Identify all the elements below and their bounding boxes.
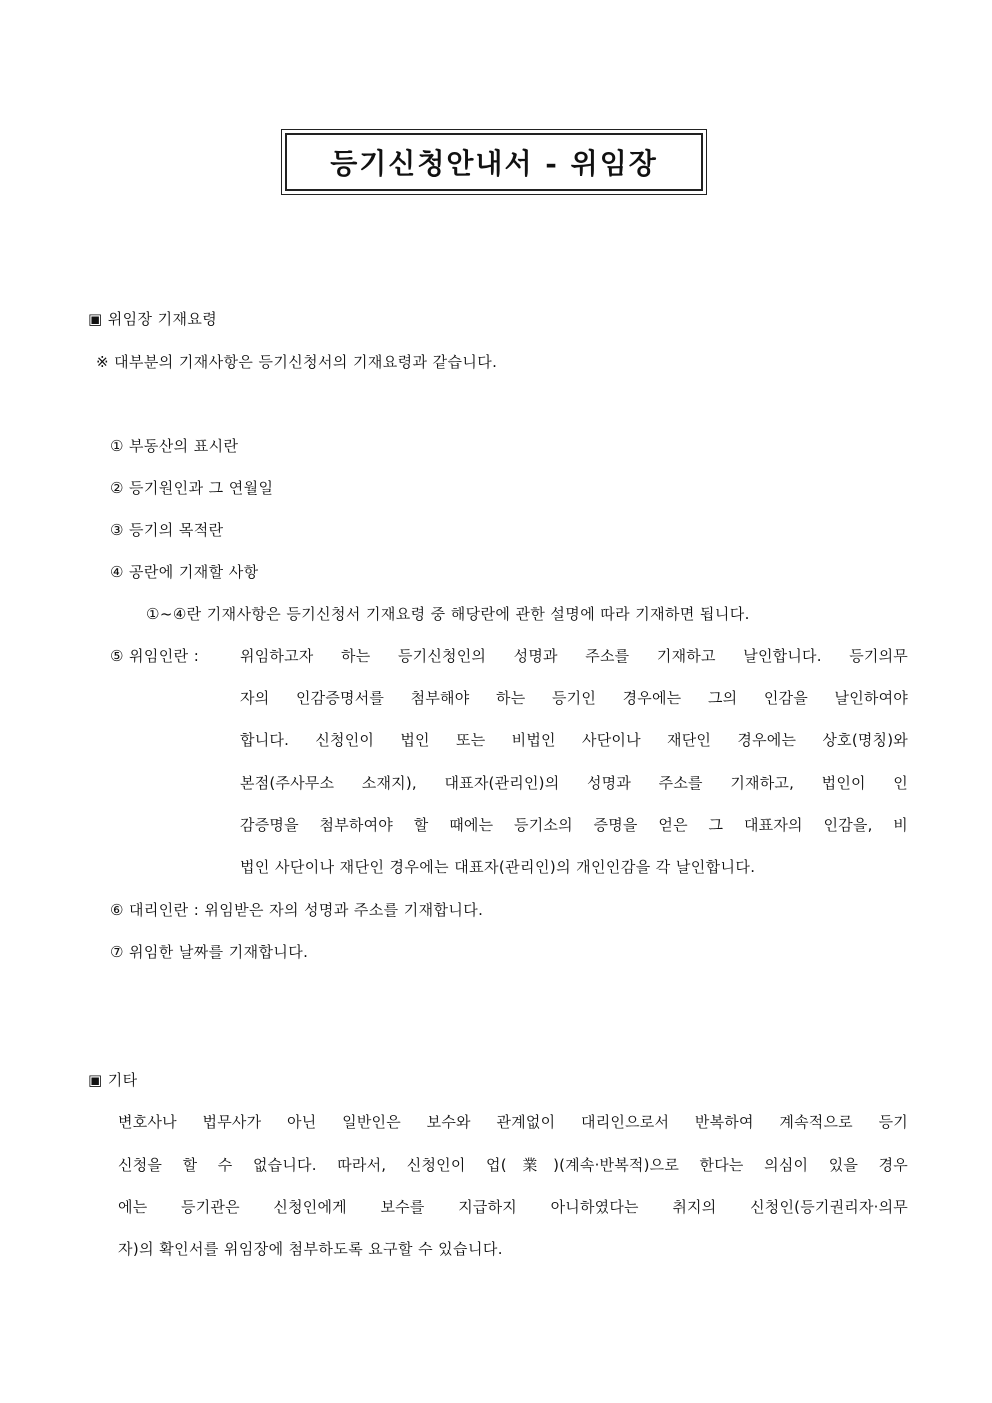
item5-line: 위임하고자 하는 등기신청인의 성명과 주소를 기재하고 날인합니다. 등기의무 <box>240 647 908 665</box>
list-item: ① 부동산의 표시란 <box>110 437 239 455</box>
list-item: ② 등기원인과 그 연월일 <box>110 479 274 497</box>
paragraph-line: 신청을 할 수 없습니다. 따라서, 신청인이 업(業)(계속·반복적)으로 한다는 의심이 있을 경우 <box>118 1156 908 1174</box>
item5-line: 본점(주사무소 소재지), 대표자(관리인)의 성명과 주소를 기재하고, 법인이 인 <box>240 774 908 792</box>
item5-label: ⑤ 위임인란 : <box>110 647 200 665</box>
list-item: ⑥ 대리인란 : 위임받은 자의 성명과 주소를 기재합니다. <box>110 901 484 919</box>
section-heading-other: ▣ 기타 <box>88 1071 138 1089</box>
list-item: ③ 등기의 목적란 <box>110 521 224 539</box>
title-box <box>281 129 707 195</box>
item5-line: 합니다. 신청인이 법인 또는 비법인 사단이나 재단인 경우에는 상호(명칭)와 <box>240 731 908 749</box>
item5-line: 감증명을 첨부하여야 할 때에는 등기소의 증명을 얻은 그 대표자의 인감을, 비 <box>240 816 908 834</box>
item5-line: 자의 인감증명서를 첨부해야 하는 등기인 경우에는 그의 인감을 날인하여야 <box>240 689 908 707</box>
list-item: ④ 공란에 기재할 사항 <box>110 563 259 581</box>
item5-line: 법인 사단이나 재단인 경우에는 대표자(관리인)의 개인인감을 각 날인합니다. <box>240 858 756 876</box>
list-item: ⑦ 위임한 날짜를 기재합니다. <box>110 943 309 961</box>
paragraph-line: 변호사나 법무사가 아닌 일반인은 보수와 관계없이 대리인으로서 반복하여 계속적으로 등기 <box>118 1113 908 1131</box>
paragraph-line: 에는 등기관은 신청인에게 보수를 지급하지 아니하였다는 취지의 신청인(등기권리자·의무 <box>118 1198 908 1216</box>
paragraph-line: 자)의 확인서를 위임장에 첨부하도록 요구할 수 있습니다. <box>118 1240 503 1258</box>
title-frame <box>285 133 703 191</box>
section-heading-instructions: ▣ 위임장 기재요령 <box>88 310 218 328</box>
document-title: 등기신청안내서 - 위임장 <box>330 147 658 180</box>
items-note: ①~④란 기재사항은 등기신청서 기재요령 중 해당란에 관한 설명에 따라 기재하면 됩니다. <box>146 605 750 623</box>
section-note: ※ 대부분의 기재사항은 등기신청서의 기재요령과 같습니다. <box>96 353 498 371</box>
